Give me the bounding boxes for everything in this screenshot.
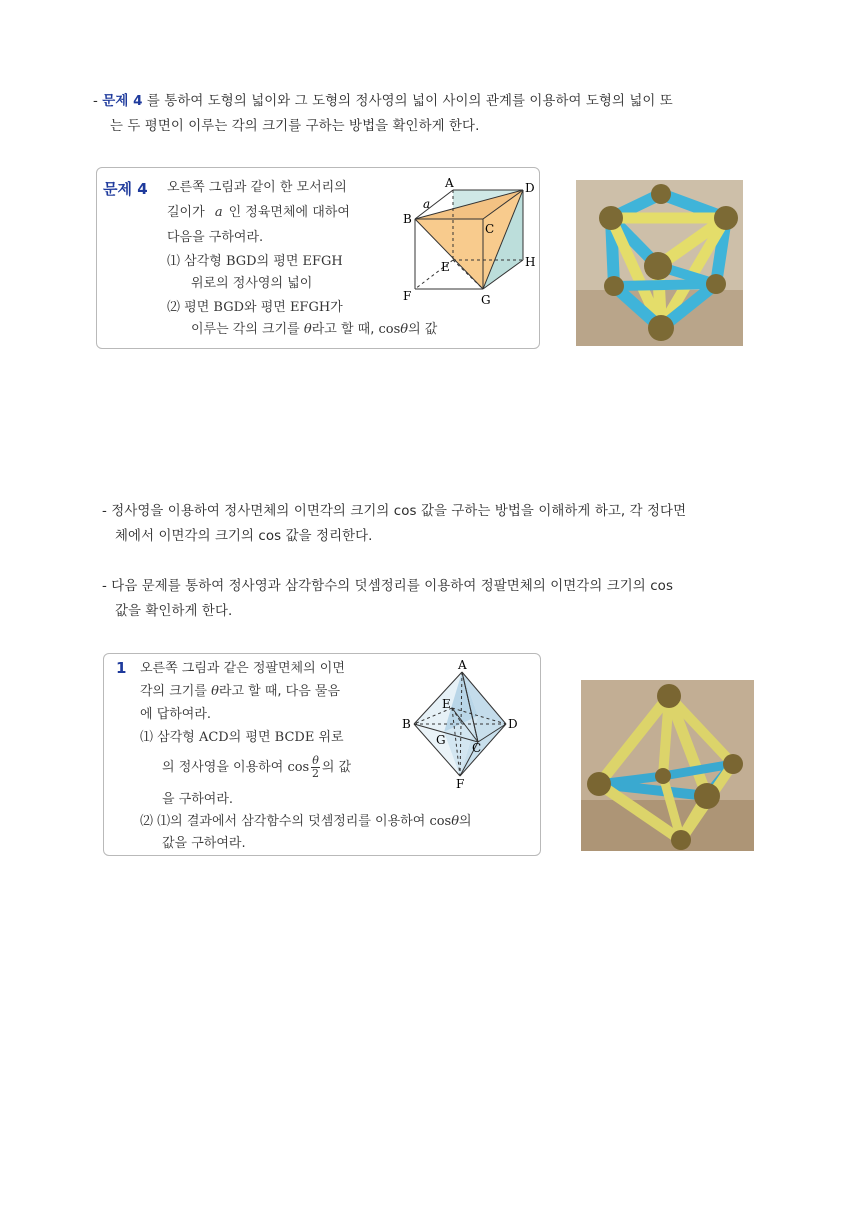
cube-diagram [401,176,537,310]
problem1-q1: ⑴ 삼각형 ACD의 평면 BCDE 위로 [140,730,344,745]
intro-line2: 는 두 평면이 이루는 각의 크기를 구하는 방법을 확인하게 한다. [110,119,480,134]
oct-label-E: E [442,697,451,711]
problem1-q2: ⑵ ⑴의 결과에서 삼각함수의 덧셈정리를 이용하여 cosθ의 [140,814,472,829]
cube-label-G: G [481,293,491,307]
paragraph-octahedron: - 다음 문제를 통하여 정사영과 삼각함수의 덧셈정리를 이용하여 정팔면체의 이면각의 크기의 cos 값을 확인하게 한다. [102,574,772,624]
problem4-line1: 오른쪽 그림과 같이 한 모서리의 [167,180,347,195]
oct-label-F: F [456,777,465,790]
octahedron-model-photo [581,680,754,851]
cube-label-H: H [525,255,536,269]
problem4-q1-cont: 위로의 정사영의 넓이 [191,276,313,291]
oct-label-G: G [436,733,446,747]
paragraph-tetrahedron: - 정사영을 이용하여 정사면체의 이면각의 크기의 cos 값을 구하는 방법을 이해하게 하고, 각 정다면 체에서 이면각의 크기의 cos 값을 정리한다. [102,499,772,549]
cube-label-C: C [485,222,495,236]
cube-label-D: D [525,181,535,195]
problem4-q2: ⑵ 평면 BGD와 평면 EFGH가 [167,300,343,315]
theta-over-2-fraction: $\frac{\theta}{2}$ [312,754,320,780]
problem1-q1-cont: 의 정사영을 이용하여 cos $\frac{\theta}{2}$ 의 값 [162,754,352,780]
octahedron-diagram [400,658,528,790]
problem4-title: 문제 4 [103,180,148,198]
bullet: - [93,94,98,109]
problem1-q2-cont: 값을 구하여라. [162,836,246,851]
para3-line1: 다음 문제를 통하여 정사영과 삼각함수의 덧셈정리를 이용하여 정팔면체의 이면각의 크기의 cos [111,579,674,594]
problem1-q1-end: 을 구하여라. [162,792,234,807]
problem-reference: 문제 4 [102,94,143,109]
problem4-box [96,167,540,349]
problem4-q2-cont: 이루는 각의 크기를 θ라고 할 때, cosθ의 값 [191,322,438,337]
problem4-line2: 길이가 a 인 정육면체에 대하여 [167,205,350,220]
cube-label-B: B [403,212,412,226]
problem4-q1: ⑴ 삼각형 BGD의 평면 EFGH [167,254,343,269]
oct-label-B: B [402,717,411,731]
para3-line2: 값을 확인하게 한다. [115,604,233,619]
cube-label-F: F [403,289,412,303]
intro-line1: 를 통하여 도형의 넓이와 그 도형의 정사영의 넓이 사이의 관계를 이용하여 도형의 넓이 또 [146,94,673,109]
cube-label-a: a [423,197,431,211]
intro-paragraph [93,89,773,139]
oct-label-C: C [472,741,482,755]
problem1-number: 1 [116,659,127,677]
cube-label-E: E [441,260,450,274]
problem1-line3: 에 답하여라. [140,707,212,722]
oct-label-A: A [458,658,467,672]
var-a: a [214,205,223,220]
cube-model-photo [576,180,743,346]
oct-label-D: D [508,717,518,731]
problem1-box [103,653,541,856]
para2-line1: 정사영을 이용하여 정사면체의 이면각의 크기의 cos 값을 구하는 방법을 이해하게 하고, 각 정다면 [111,504,687,519]
para2-line2: 체에서 이면각의 크기의 cos 값을 정리한다. [115,529,373,544]
problem1-line1: 오른쪽 그림과 같은 정팔면체의 이면 [140,661,345,676]
cube-label-A: A [445,176,454,190]
problem1-line2: 각의 크기를 θ라고 할 때, 다음 물음 [140,684,341,699]
problem4-line3: 다음을 구하여라. [167,230,264,245]
